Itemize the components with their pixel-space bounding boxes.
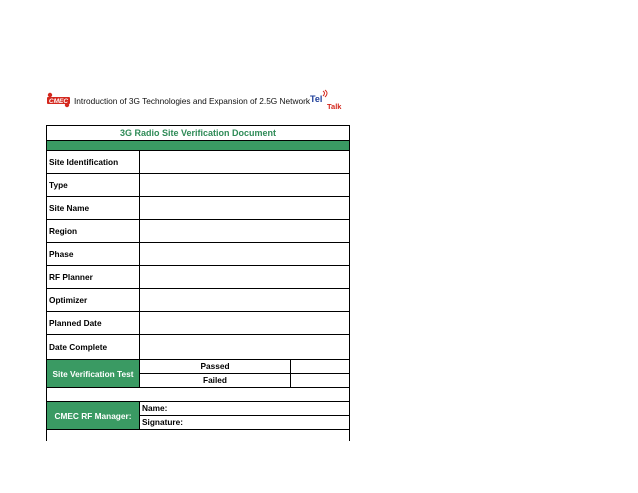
cmec-rf-manager-label: CMEC RF Manager: <box>47 402 139 429</box>
verification-form <box>46 125 350 441</box>
field-row-optimizer <box>47 288 349 311</box>
field-label: Site Name <box>49 203 90 213</box>
manager-name-row[interactable] <box>139 402 349 416</box>
site-identification-field[interactable] <box>139 151 349 173</box>
field-row-date-complete <box>47 334 349 359</box>
passed-checkbox-cell[interactable] <box>290 360 350 373</box>
teletalk-logo <box>309 89 349 111</box>
site-name-field[interactable] <box>139 197 349 219</box>
optimizer-field[interactable] <box>139 289 349 311</box>
phase-field[interactable] <box>139 243 349 265</box>
cmec-logo-text: CMEC <box>48 98 69 105</box>
field-label: Site Identification <box>49 157 119 167</box>
title-divider-bar <box>47 140 349 150</box>
field-row-type <box>47 173 349 196</box>
field-label: Region <box>49 226 78 236</box>
passed-label: Passed <box>200 361 230 371</box>
site-verification-label: Site Verification Test <box>47 360 139 387</box>
cmec-rf-manager-block <box>47 401 349 429</box>
field-label: Date Complete <box>49 342 108 352</box>
manager-signature-label: Signature: <box>142 417 184 427</box>
manager-signature-row[interactable] <box>139 415 349 429</box>
passed-row <box>139 360 349 374</box>
field-label: Type <box>49 180 68 190</box>
field-row-planned-date <box>47 311 349 334</box>
planned-date-field[interactable] <box>139 312 349 334</box>
teletalk-logo-text-1: Tel <box>310 94 323 104</box>
field-label: Planned Date <box>49 318 102 328</box>
field-row-rf-planner <box>47 265 349 288</box>
field-row-site-identification <box>47 150 349 173</box>
rf-planner-field[interactable] <box>139 266 349 288</box>
document-header <box>46 89 356 111</box>
field-row-site-name <box>47 196 349 219</box>
bottom-row <box>47 429 349 441</box>
field-row-region <box>47 219 349 242</box>
field-label: RF Planner <box>49 272 93 282</box>
header-title: Introduction of 3G Technologies and Expansion of 2.5G Network <box>74 96 310 106</box>
field-label: Phase <box>49 249 74 259</box>
teletalk-logo-text-2: Talk <box>327 102 342 111</box>
manager-name-label: Name: <box>142 403 168 413</box>
failed-label: Failed <box>203 375 227 385</box>
spacer-row <box>47 387 349 401</box>
site-verification-block <box>47 359 349 387</box>
field-label: Optimizer <box>49 295 88 305</box>
date-complete-field[interactable] <box>139 335 349 359</box>
form-title: 3G Radio Site Verification Document <box>47 125 349 140</box>
failed-checkbox-cell[interactable] <box>290 374 350 387</box>
type-field[interactable] <box>139 174 349 196</box>
cmec-logo <box>46 91 71 109</box>
field-row-phase <box>47 242 349 265</box>
failed-row <box>139 373 349 387</box>
region-field[interactable] <box>139 220 349 242</box>
